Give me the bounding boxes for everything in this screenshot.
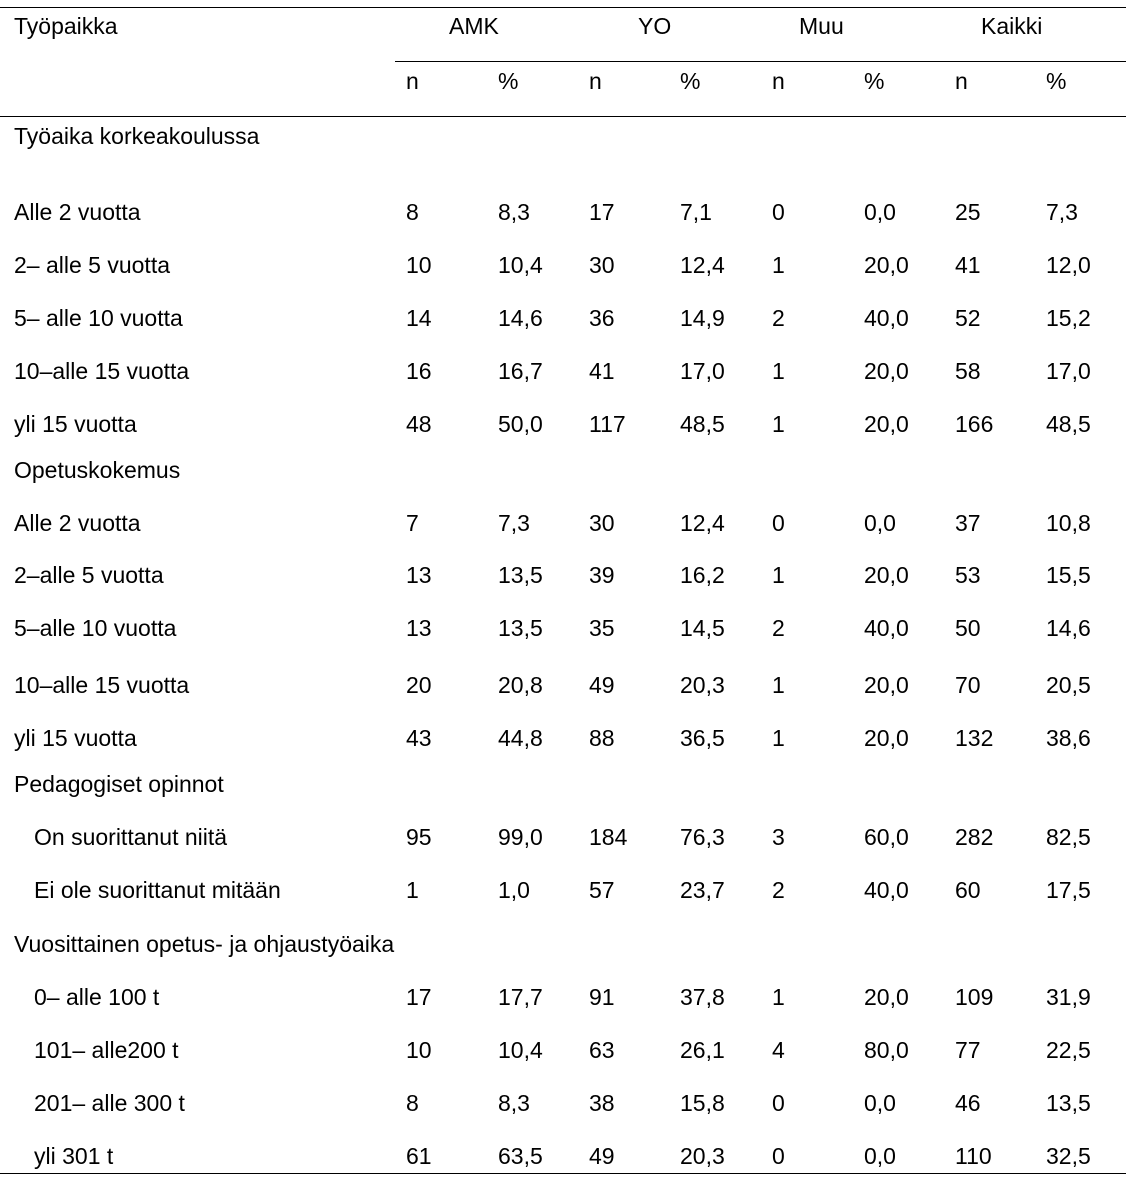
table-cell: 57 — [589, 877, 615, 903]
table-cell: 16,2 — [680, 562, 725, 588]
table-cell: 46 — [955, 1090, 981, 1116]
subcol-header: % — [864, 68, 885, 94]
subheader-rule — [395, 61, 1126, 62]
table-cell: 53 — [955, 562, 981, 588]
row-label: 10–alle 15 vuotta — [14, 358, 190, 384]
table-cell: 20,0 — [864, 252, 909, 278]
table-cell: 76,3 — [680, 824, 725, 850]
table-cell: 2 — [772, 877, 785, 903]
subcol-header: % — [680, 68, 701, 94]
table-cell: 41 — [589, 358, 615, 384]
table-cell: 17 — [406, 984, 432, 1010]
table-cell: 60,0 — [864, 824, 909, 850]
row-label: 201– alle 300 t — [34, 1090, 185, 1116]
table-cell: 132 — [955, 725, 994, 751]
table-cell: 20 — [406, 672, 432, 698]
table-cell: 36,5 — [680, 725, 725, 751]
table-cell: 1 — [772, 252, 785, 278]
table-cell: 38,6 — [1046, 725, 1091, 751]
table-cell: 63,5 — [498, 1143, 543, 1169]
table-cell: 58 — [955, 358, 981, 384]
table-cell: 0 — [772, 1090, 785, 1116]
table-cell: 0,0 — [864, 1090, 896, 1116]
table-cell: 16 — [406, 358, 432, 384]
table-cell: 13,5 — [498, 615, 543, 641]
table-cell: 117 — [589, 411, 626, 437]
table-cell: 20,0 — [864, 672, 909, 698]
table-cell: 52 — [955, 305, 981, 331]
table-cell: 40,0 — [864, 615, 909, 641]
table-cell: 20,0 — [864, 358, 909, 384]
table-cell: 12,4 — [680, 510, 725, 536]
bottom-rule — [0, 1173, 1126, 1174]
table-cell: 7,1 — [680, 199, 712, 225]
table-cell: 88 — [589, 725, 615, 751]
table-cell: 14,6 — [1046, 615, 1091, 641]
table-cell: 37,8 — [680, 984, 725, 1010]
table-cell: 20,0 — [864, 984, 909, 1010]
table-cell: 61 — [406, 1143, 432, 1169]
table-cell: 0,0 — [864, 199, 896, 225]
table-cell: 13,5 — [1046, 1090, 1091, 1116]
row-label: Ei ole suorittanut mitään — [34, 877, 281, 903]
table-cell: 1 — [772, 411, 785, 437]
table-cell: 95 — [406, 824, 432, 850]
table-cell: 8 — [406, 199, 419, 225]
table-cell: 16,7 — [498, 358, 543, 384]
header-bottom-rule — [0, 116, 1126, 117]
table-cell: 8 — [406, 1090, 419, 1116]
table-cell: 20,0 — [864, 411, 909, 437]
table-cell: 44,8 — [498, 725, 543, 751]
table-cell: 166 — [955, 411, 994, 437]
table-cell: 0 — [772, 1143, 785, 1169]
table-cell: 17,7 — [498, 984, 543, 1010]
table-cell: 13,5 — [498, 562, 543, 588]
table-cell: 48,5 — [680, 411, 725, 437]
table-cell: 41 — [955, 252, 981, 278]
table-cell: 20,3 — [680, 672, 725, 698]
table-cell: 0,0 — [864, 1143, 896, 1169]
subcol-header: n — [955, 68, 968, 94]
table-cell: 39 — [589, 562, 615, 588]
table-cell: 36 — [589, 305, 615, 331]
table-cell: 8,3 — [498, 199, 530, 225]
row-label: Alle 2 vuotta — [14, 199, 141, 225]
table-cell: 10,4 — [498, 252, 543, 278]
row-label: 101– alle200 t — [34, 1037, 179, 1063]
row-label: Alle 2 vuotta — [14, 510, 141, 536]
table-cell: 7,3 — [1046, 199, 1078, 225]
row-label: yli 15 vuotta — [14, 725, 137, 751]
table-cell: 0 — [772, 510, 785, 536]
table-cell: 20,3 — [680, 1143, 725, 1169]
table-cell: 43 — [406, 725, 432, 751]
table-cell: 80,0 — [864, 1037, 909, 1063]
table-cell: 10,8 — [1046, 510, 1091, 536]
table-cell: 32,5 — [1046, 1143, 1091, 1169]
table-cell: 10,4 — [498, 1037, 543, 1063]
table-cell: 0,0 — [864, 510, 896, 536]
table-cell: 1 — [772, 358, 785, 384]
table-cell: 60 — [955, 877, 981, 903]
row-label: yli 15 vuotta — [14, 411, 137, 437]
subcol-header: n — [406, 68, 419, 94]
table-cell: 50 — [955, 615, 981, 641]
table-cell: 20,5 — [1046, 672, 1091, 698]
row-label: yli 301 t — [34, 1143, 114, 1169]
table-cell: 14,5 — [680, 615, 725, 641]
table-cell: 282 — [955, 824, 994, 850]
table-cell: 12,4 — [680, 252, 725, 278]
table-cell: 17 — [589, 199, 615, 225]
group-header-muu: Muu — [799, 13, 844, 39]
table-cell: 17,5 — [1046, 877, 1091, 903]
table-cell: 2 — [772, 615, 785, 641]
table-cell: 17,0 — [1046, 358, 1091, 384]
table-cell: 3 — [772, 824, 785, 850]
row-label: 2– alle 5 vuotta — [14, 252, 171, 278]
row-label: 2–alle 5 vuotta — [14, 562, 164, 588]
table-cell: 20,8 — [498, 672, 543, 698]
table-cell: 23,7 — [680, 877, 725, 903]
table-cell: 49 — [589, 1143, 615, 1169]
row-label: 5–alle 10 vuotta — [14, 615, 177, 641]
table-cell: 26,1 — [680, 1037, 725, 1063]
table-cell: 40,0 — [864, 877, 909, 903]
group-header-amk: AMK — [449, 13, 499, 39]
table-cell: 10 — [406, 252, 432, 278]
table-cell: 1 — [772, 672, 785, 698]
table-cell: 15,2 — [1046, 305, 1091, 331]
top-rule — [0, 7, 1126, 8]
table-cell: 50,0 — [498, 411, 543, 437]
table-cell: 77 — [955, 1037, 981, 1063]
table-cell: 14,6 — [498, 305, 543, 331]
section-title: Työaika korkeakoulussa — [14, 123, 260, 149]
table-cell: 38 — [589, 1090, 615, 1116]
table-cell: 7 — [406, 510, 419, 536]
table-cell: 31,9 — [1046, 984, 1091, 1010]
section-title: Opetuskokemus — [14, 457, 181, 483]
table-cell: 2 — [772, 305, 785, 331]
table-cell: 1 — [772, 984, 785, 1010]
subcol-header: % — [498, 68, 519, 94]
table-cell: 184 — [589, 824, 628, 850]
table-cell: 48 — [406, 411, 432, 437]
table-cell: 40,0 — [864, 305, 909, 331]
table-cell: 49 — [589, 672, 615, 698]
subcol-header: n — [772, 68, 785, 94]
table-cell: 22,5 — [1046, 1037, 1091, 1063]
table-cell: 91 — [589, 984, 615, 1010]
table-cell: 13 — [406, 562, 432, 588]
table-cell: 12,0 — [1046, 252, 1091, 278]
table-cell: 13 — [406, 615, 432, 641]
table-cell: 14,9 — [680, 305, 725, 331]
table-cell: 63 — [589, 1037, 615, 1063]
table-cell: 1,0 — [498, 877, 530, 903]
group-header-kaikki: Kaikki — [981, 13, 1043, 39]
table-cell: 30 — [589, 252, 615, 278]
subcol-header: n — [589, 68, 602, 94]
table-cell: 15,8 — [680, 1090, 725, 1116]
row-label: 5– alle 10 vuotta — [14, 305, 183, 331]
table-cell: 70 — [955, 672, 981, 698]
row-label: 10–alle 15 vuotta — [14, 672, 190, 698]
table-cell: 7,3 — [498, 510, 530, 536]
table-cell: 14 — [406, 305, 432, 331]
table-cell: 17,0 — [680, 358, 725, 384]
row-label: 0– alle 100 t — [34, 984, 160, 1010]
table-cell: 0 — [772, 199, 785, 225]
table-cell: 25 — [955, 199, 981, 225]
table-cell: 99,0 — [498, 824, 543, 850]
table-cell: 30 — [589, 510, 615, 536]
section-title: Vuosittainen opetus- ja ohjaustyöaika — [14, 931, 395, 957]
table-cell: 35 — [589, 615, 615, 641]
section-title: Pedagogiset opinnot — [14, 771, 224, 797]
row-label-header: Työpaikka — [14, 13, 118, 39]
subcol-header: % — [1046, 68, 1067, 94]
table-cell: 20,0 — [864, 725, 909, 751]
row-label: On suorittanut niitä — [34, 824, 228, 850]
table-cell: 48,5 — [1046, 411, 1091, 437]
table-cell: 8,3 — [498, 1090, 530, 1116]
table-cell: 82,5 — [1046, 824, 1091, 850]
table-cell: 1 — [772, 562, 785, 588]
table-cell: 1 — [772, 725, 785, 751]
table-cell: 1 — [406, 877, 419, 903]
table-cell: 10 — [406, 1037, 432, 1063]
table-cell: 20,0 — [864, 562, 909, 588]
table-cell: 37 — [955, 510, 981, 536]
table-cell: 109 — [955, 984, 994, 1010]
table-cell: 110 — [955, 1143, 992, 1169]
group-header-yo: YO — [638, 13, 672, 39]
table-cell: 4 — [772, 1037, 785, 1063]
table-cell: 15,5 — [1046, 562, 1091, 588]
